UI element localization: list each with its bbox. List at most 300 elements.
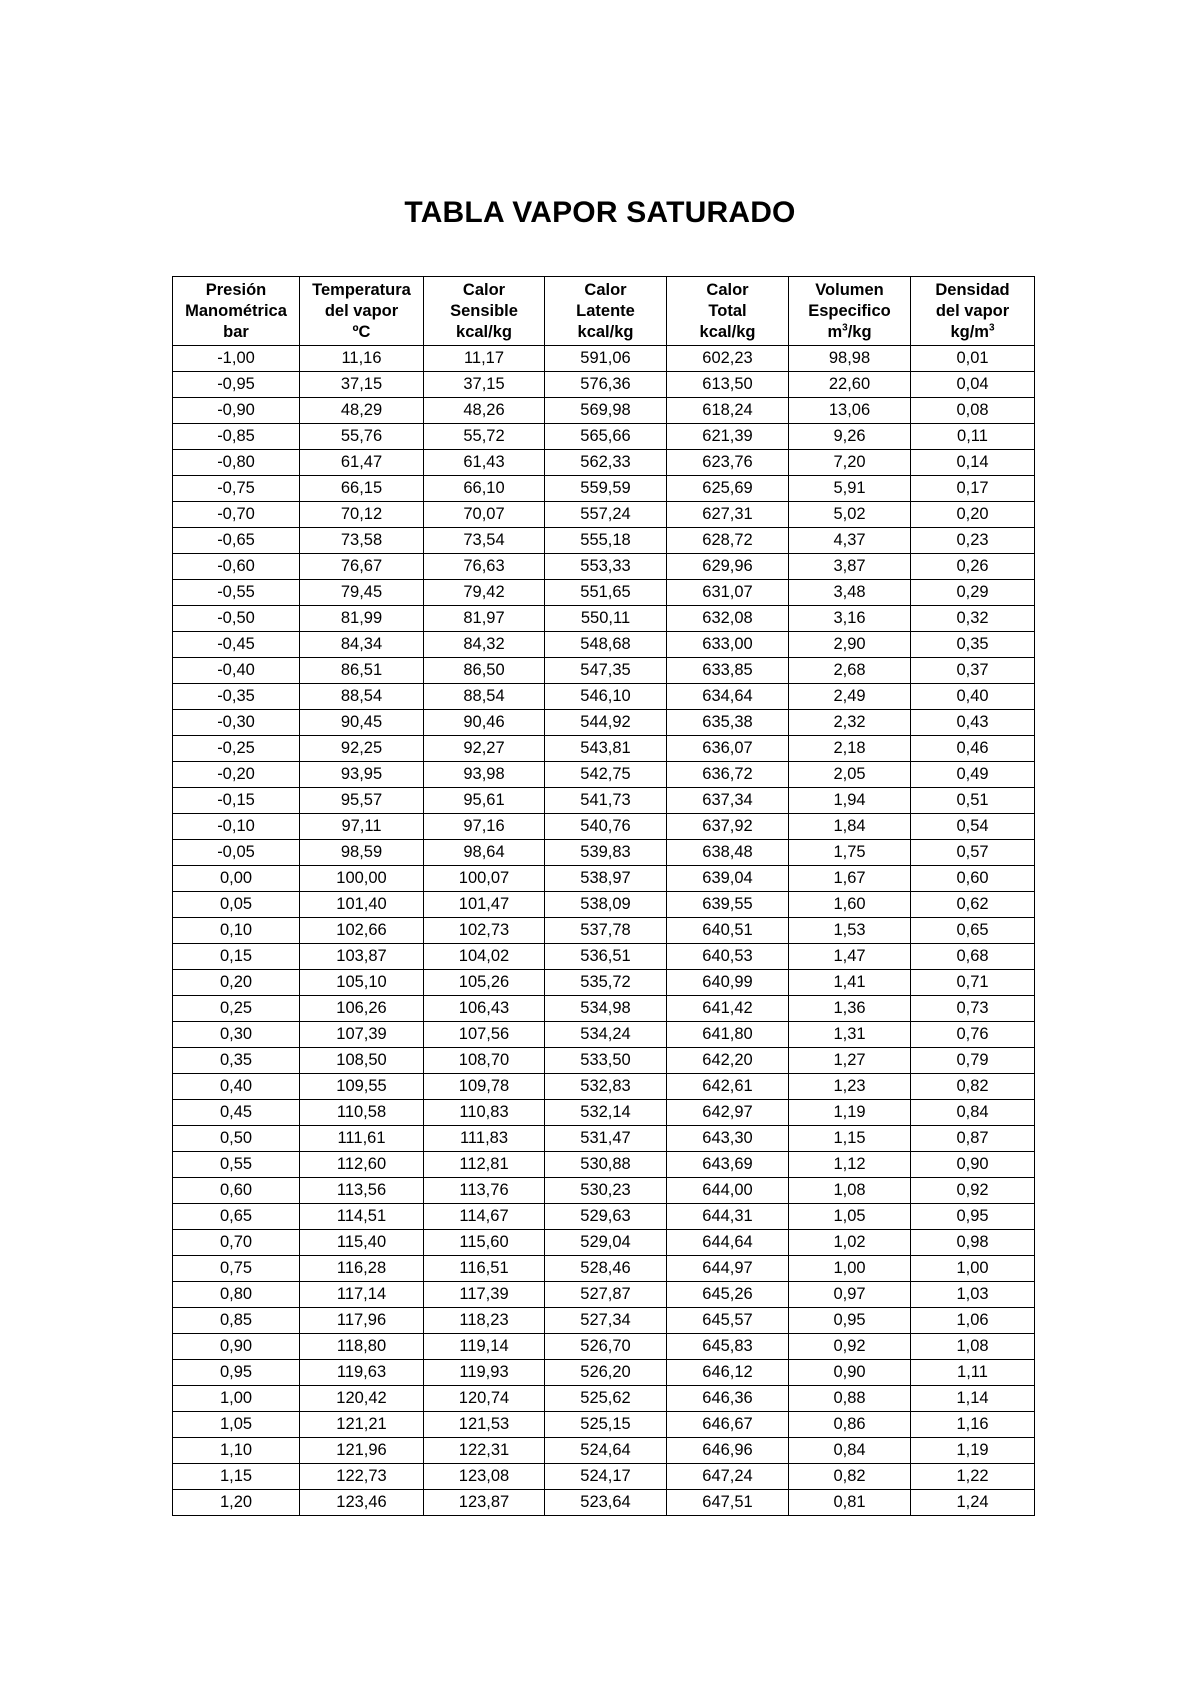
- table-cell: 2,49: [789, 684, 911, 710]
- table-row: [173, 996, 1035, 1022]
- table-row: [173, 1152, 1035, 1178]
- table-cell: 0,29: [911, 580, 1035, 606]
- table-cell: 628,72: [667, 528, 789, 554]
- table-cell: 1,23: [789, 1074, 911, 1100]
- header-calor-latente: [545, 277, 667, 346]
- table-cell: 1,75: [789, 840, 911, 866]
- table-cell: 81,97: [424, 606, 545, 632]
- table-cell: 0,92: [789, 1334, 911, 1360]
- table-cell: 114,67: [424, 1204, 545, 1230]
- table-cell: 97,11: [300, 814, 424, 840]
- header-line: Total: [708, 301, 747, 320]
- header-line: Manométrica: [185, 301, 287, 320]
- table-cell: 640,51: [667, 918, 789, 944]
- table-cell: 122,73: [300, 1464, 424, 1490]
- table-cell: 66,10: [424, 476, 545, 502]
- table-cell: 117,14: [300, 1282, 424, 1308]
- table-cell: 621,39: [667, 424, 789, 450]
- table-cell: 1,31: [789, 1022, 911, 1048]
- table-cell: 523,64: [545, 1490, 667, 1516]
- table-row: [173, 944, 1035, 970]
- table-cell: 109,78: [424, 1074, 545, 1100]
- table-cell: 37,15: [300, 372, 424, 398]
- table-cell: 0,40: [911, 684, 1035, 710]
- table-cell: -0,10: [173, 814, 300, 840]
- header-unit: bar: [223, 322, 249, 341]
- table-cell: 1,16: [911, 1412, 1035, 1438]
- table-cell: 76,63: [424, 554, 545, 580]
- table-cell: 0,25: [173, 996, 300, 1022]
- table-cell: 0,95: [173, 1360, 300, 1386]
- table-cell: 646,12: [667, 1360, 789, 1386]
- table-cell: 108,70: [424, 1048, 545, 1074]
- table-cell: 73,58: [300, 528, 424, 554]
- table-cell: 111,61: [300, 1126, 424, 1152]
- table-cell: 0,05: [173, 892, 300, 918]
- table-cell: 0,75: [173, 1256, 300, 1282]
- table-cell: 646,96: [667, 1438, 789, 1464]
- table-cell: 559,59: [545, 476, 667, 502]
- unit-exponent: 3: [988, 322, 995, 333]
- table-header-row: [173, 277, 1035, 346]
- table-cell: 0,17: [911, 476, 1035, 502]
- table-body: [173, 346, 1035, 1516]
- table-cell: 9,26: [789, 424, 911, 450]
- steam-table: [172, 276, 1035, 1516]
- table-cell: 0,73: [911, 996, 1035, 1022]
- table-cell: 525,15: [545, 1412, 667, 1438]
- table-cell: 646,67: [667, 1412, 789, 1438]
- table-cell: 542,75: [545, 762, 667, 788]
- table-cell: 0,84: [911, 1100, 1035, 1126]
- table-cell: 1,60: [789, 892, 911, 918]
- table-row: [173, 1048, 1035, 1074]
- table-cell: 541,73: [545, 788, 667, 814]
- table-cell: 638,48: [667, 840, 789, 866]
- table-cell: 531,47: [545, 1126, 667, 1152]
- table-cell: 1,02: [789, 1230, 911, 1256]
- table-cell: 115,60: [424, 1230, 545, 1256]
- table-cell: 114,51: [300, 1204, 424, 1230]
- table-cell: 640,99: [667, 970, 789, 996]
- table-cell: 97,16: [424, 814, 545, 840]
- table-cell: 106,43: [424, 996, 545, 1022]
- table-cell: 0,71: [911, 970, 1035, 996]
- table-cell: 105,26: [424, 970, 545, 996]
- header-line: Calor: [706, 280, 749, 299]
- table-cell: 1,08: [789, 1178, 911, 1204]
- table-cell: 70,07: [424, 502, 545, 528]
- table-cell: 86,51: [300, 658, 424, 684]
- table-cell: 530,23: [545, 1178, 667, 1204]
- table-cell: -0,85: [173, 424, 300, 450]
- table-cell: 639,04: [667, 866, 789, 892]
- table-cell: 0,46: [911, 736, 1035, 762]
- header-calor-total: [667, 277, 789, 346]
- table-cell: 527,34: [545, 1308, 667, 1334]
- table-cell: 48,26: [424, 398, 545, 424]
- table-cell: 1,19: [789, 1100, 911, 1126]
- table-cell: 106,26: [300, 996, 424, 1022]
- table-cell: 0,95: [789, 1308, 911, 1334]
- table-cell: 84,32: [424, 632, 545, 658]
- table-cell: 0,26: [911, 554, 1035, 580]
- table-cell: 0,92: [911, 1178, 1035, 1204]
- table-row: [173, 762, 1035, 788]
- table-cell: 107,56: [424, 1022, 545, 1048]
- table-cell: 0,14: [911, 450, 1035, 476]
- table-cell: 0,65: [911, 918, 1035, 944]
- table-cell: 13,06: [789, 398, 911, 424]
- table-cell: 1,14: [911, 1386, 1035, 1412]
- table-cell: 0,45: [173, 1100, 300, 1126]
- table-cell: 546,10: [545, 684, 667, 710]
- table-cell: 637,92: [667, 814, 789, 840]
- table-cell: 553,33: [545, 554, 667, 580]
- table-cell: 123,08: [424, 1464, 545, 1490]
- table-cell: 101,47: [424, 892, 545, 918]
- table-cell: 524,64: [545, 1438, 667, 1464]
- table-cell: 102,73: [424, 918, 545, 944]
- table-cell: 1,00: [173, 1386, 300, 1412]
- table-cell: -1,00: [173, 346, 300, 372]
- table-cell: 569,98: [545, 398, 667, 424]
- table-cell: 101,40: [300, 892, 424, 918]
- table-cell: 3,48: [789, 580, 911, 606]
- table-cell: -0,55: [173, 580, 300, 606]
- table-row: [173, 580, 1035, 606]
- table-row: [173, 1074, 1035, 1100]
- table-cell: -0,70: [173, 502, 300, 528]
- table-row: [173, 372, 1035, 398]
- table-cell: 102,66: [300, 918, 424, 944]
- table-cell: 639,55: [667, 892, 789, 918]
- table-cell: 61,47: [300, 450, 424, 476]
- table-cell: 120,42: [300, 1386, 424, 1412]
- table-cell: 61,43: [424, 450, 545, 476]
- table-cell: 118,23: [424, 1308, 545, 1334]
- table-cell: 0,01: [911, 346, 1035, 372]
- table-cell: 98,98: [789, 346, 911, 372]
- table-cell: 641,42: [667, 996, 789, 1022]
- header-line: Volumen: [815, 280, 884, 299]
- table-cell: 0,40: [173, 1074, 300, 1100]
- table-cell: 117,96: [300, 1308, 424, 1334]
- table-cell: 613,50: [667, 372, 789, 398]
- table-cell: 0,97: [789, 1282, 911, 1308]
- header-temperatura: [300, 277, 424, 346]
- table-cell: 0,35: [173, 1048, 300, 1074]
- table-cell: 642,97: [667, 1100, 789, 1126]
- table-cell: 0,20: [911, 502, 1035, 528]
- table-cell: 55,76: [300, 424, 424, 450]
- table-row: [173, 1126, 1035, 1152]
- table-cell: 2,05: [789, 762, 911, 788]
- table-cell: 557,24: [545, 502, 667, 528]
- table-cell: 0,00: [173, 866, 300, 892]
- table-row: [173, 1282, 1035, 1308]
- table-cell: 95,61: [424, 788, 545, 814]
- table-row: [173, 736, 1035, 762]
- table-cell: 119,93: [424, 1360, 545, 1386]
- header-unit: kcal/kg: [577, 322, 634, 341]
- table-cell: 525,62: [545, 1386, 667, 1412]
- table-row: [173, 892, 1035, 918]
- table-cell: 636,72: [667, 762, 789, 788]
- table-cell: 529,04: [545, 1230, 667, 1256]
- table-cell: -0,45: [173, 632, 300, 658]
- table-cell: 632,08: [667, 606, 789, 632]
- table-cell: 0,50: [173, 1126, 300, 1152]
- table-cell: 591,06: [545, 346, 667, 372]
- header-unit: [911, 322, 1034, 343]
- table-cell: 1,11: [911, 1360, 1035, 1386]
- table-row: [173, 1490, 1035, 1516]
- table-cell: -0,60: [173, 554, 300, 580]
- table-cell: 0,54: [911, 814, 1035, 840]
- table-cell: 1,47: [789, 944, 911, 970]
- table-cell: 0,23: [911, 528, 1035, 554]
- table-cell: 115,40: [300, 1230, 424, 1256]
- table-cell: 119,14: [424, 1334, 545, 1360]
- table-cell: 92,27: [424, 736, 545, 762]
- table-cell: 0,90: [911, 1152, 1035, 1178]
- table-cell: 526,20: [545, 1360, 667, 1386]
- table-cell: 117,39: [424, 1282, 545, 1308]
- table-cell: 547,35: [545, 658, 667, 684]
- header-line: Presión: [205, 280, 267, 299]
- table-cell: -0,05: [173, 840, 300, 866]
- table-cell: 538,09: [545, 892, 667, 918]
- table-cell: 116,51: [424, 1256, 545, 1282]
- table-cell: 3,16: [789, 606, 911, 632]
- table-cell: 623,76: [667, 450, 789, 476]
- table-cell: 1,10: [173, 1438, 300, 1464]
- table-cell: 0,85: [173, 1308, 300, 1334]
- table-row: [173, 1438, 1035, 1464]
- table-cell: 565,66: [545, 424, 667, 450]
- table-cell: -0,75: [173, 476, 300, 502]
- table-cell: 544,92: [545, 710, 667, 736]
- table-cell: 0,49: [911, 762, 1035, 788]
- table-cell: 627,31: [667, 502, 789, 528]
- unit-suffix: /kg: [847, 322, 872, 341]
- table-cell: 645,26: [667, 1282, 789, 1308]
- table-cell: 0,70: [173, 1230, 300, 1256]
- table-cell: 0,87: [911, 1126, 1035, 1152]
- table-row: [173, 658, 1035, 684]
- table-cell: 602,23: [667, 346, 789, 372]
- table-cell: 636,07: [667, 736, 789, 762]
- table-row: [173, 346, 1035, 372]
- table-row: [173, 814, 1035, 840]
- table-cell: 637,34: [667, 788, 789, 814]
- unit-base: kg/m: [950, 322, 989, 341]
- header-line: Especifico: [808, 301, 891, 320]
- table-cell: 530,88: [545, 1152, 667, 1178]
- table-cell: 528,46: [545, 1256, 667, 1282]
- header-unit: kcal/kg: [699, 322, 756, 341]
- table-cell: 1,27: [789, 1048, 911, 1074]
- table-cell: 646,36: [667, 1386, 789, 1412]
- table-cell: 0,84: [789, 1438, 911, 1464]
- table-cell: 0,76: [911, 1022, 1035, 1048]
- table-cell: 121,21: [300, 1412, 424, 1438]
- table-cell: 84,34: [300, 632, 424, 658]
- table-cell: 533,50: [545, 1048, 667, 1074]
- table-cell: 110,83: [424, 1100, 545, 1126]
- table-cell: 0,98: [911, 1230, 1035, 1256]
- table-cell: 103,87: [300, 944, 424, 970]
- table-row: [173, 1360, 1035, 1386]
- table-cell: 1,15: [173, 1464, 300, 1490]
- table-cell: 641,80: [667, 1022, 789, 1048]
- table-row: [173, 1464, 1035, 1490]
- table-cell: 0,90: [789, 1360, 911, 1386]
- table-cell: 1,84: [789, 814, 911, 840]
- table-cell: 11,16: [300, 346, 424, 372]
- header-line: Calor: [462, 280, 506, 299]
- table-cell: 1,36: [789, 996, 911, 1022]
- table-row: [173, 554, 1035, 580]
- table-cell: 644,64: [667, 1230, 789, 1256]
- table-cell: 66,15: [300, 476, 424, 502]
- header-line: Latente: [576, 301, 635, 320]
- table-cell: 4,37: [789, 528, 911, 554]
- table-cell: 550,11: [545, 606, 667, 632]
- table-cell: 645,83: [667, 1334, 789, 1360]
- table-cell: 1,22: [911, 1464, 1035, 1490]
- table-cell: 1,24: [911, 1490, 1035, 1516]
- table-cell: 112,81: [424, 1152, 545, 1178]
- table-cell: 625,69: [667, 476, 789, 502]
- table-cell: 0,15: [173, 944, 300, 970]
- table-cell: 0,43: [911, 710, 1035, 736]
- header-calor-sensible: [424, 277, 545, 346]
- table-cell: -0,30: [173, 710, 300, 736]
- table-cell: 5,02: [789, 502, 911, 528]
- table-cell: 526,70: [545, 1334, 667, 1360]
- table-row: [173, 840, 1035, 866]
- table-cell: 123,87: [424, 1490, 545, 1516]
- table-cell: 90,46: [424, 710, 545, 736]
- unit-base: m: [827, 322, 843, 341]
- table-cell: 640,53: [667, 944, 789, 970]
- table-cell: 0,60: [173, 1178, 300, 1204]
- table-row: [173, 1256, 1035, 1282]
- table-cell: 70,12: [300, 502, 424, 528]
- unit-exponent: 3: [842, 322, 848, 333]
- table-cell: 123,46: [300, 1490, 424, 1516]
- table-row: [173, 1334, 1035, 1360]
- table-cell: 1,67: [789, 866, 911, 892]
- table-cell: 0,62: [911, 892, 1035, 918]
- table-cell: -0,65: [173, 528, 300, 554]
- table-row: [173, 476, 1035, 502]
- table-cell: 100,07: [424, 866, 545, 892]
- table-cell: 537,78: [545, 918, 667, 944]
- table-cell: 539,83: [545, 840, 667, 866]
- header-line: Sensible: [450, 301, 518, 320]
- table-cell: 5,91: [789, 476, 911, 502]
- table-row: [173, 424, 1035, 450]
- table-cell: 37,15: [424, 372, 545, 398]
- table-row: [173, 606, 1035, 632]
- table-cell: -0,25: [173, 736, 300, 762]
- table-cell: 55,72: [424, 424, 545, 450]
- table-cell: 22,60: [789, 372, 911, 398]
- table-cell: 644,31: [667, 1204, 789, 1230]
- table-cell: 11,17: [424, 346, 545, 372]
- header-unit: kcal/kg: [456, 322, 512, 341]
- table-cell: 1,05: [789, 1204, 911, 1230]
- table-cell: 1,15: [789, 1126, 911, 1152]
- table-cell: 2,18: [789, 736, 911, 762]
- table-cell: 95,57: [300, 788, 424, 814]
- table-cell: 90,45: [300, 710, 424, 736]
- table-row: [173, 970, 1035, 996]
- table-row: [173, 684, 1035, 710]
- table-cell: -0,15: [173, 788, 300, 814]
- table-cell: 534,98: [545, 996, 667, 1022]
- table-cell: 98,59: [300, 840, 424, 866]
- table-cell: 0,68: [911, 944, 1035, 970]
- table-cell: 110,58: [300, 1100, 424, 1126]
- table-cell: 0,82: [911, 1074, 1035, 1100]
- table-cell: 121,96: [300, 1438, 424, 1464]
- table-cell: 0,79: [911, 1048, 1035, 1074]
- table-cell: 116,28: [300, 1256, 424, 1282]
- table-cell: 643,69: [667, 1152, 789, 1178]
- table-row: [173, 1308, 1035, 1334]
- table-cell: 88,54: [300, 684, 424, 710]
- table-cell: 540,76: [545, 814, 667, 840]
- steam-table-container: [172, 276, 1034, 1516]
- table-cell: 633,85: [667, 658, 789, 684]
- table-cell: 576,36: [545, 372, 667, 398]
- table-cell: 7,20: [789, 450, 911, 476]
- table-cell: 618,24: [667, 398, 789, 424]
- table-cell: -0,80: [173, 450, 300, 476]
- table-cell: 0,82: [789, 1464, 911, 1490]
- table-cell: 0,88: [789, 1386, 911, 1412]
- table-cell: 0,10: [173, 918, 300, 944]
- table-cell: -0,50: [173, 606, 300, 632]
- table-row: [173, 1204, 1035, 1230]
- table-cell: 111,83: [424, 1126, 545, 1152]
- table-cell: 529,63: [545, 1204, 667, 1230]
- table-row: [173, 1230, 1035, 1256]
- table-cell: 642,20: [667, 1048, 789, 1074]
- table-row: [173, 450, 1035, 476]
- table-cell: 647,51: [667, 1490, 789, 1516]
- table-cell: 88,54: [424, 684, 545, 710]
- table-cell: 93,98: [424, 762, 545, 788]
- table-cell: 562,33: [545, 450, 667, 476]
- table-cell: 93,95: [300, 762, 424, 788]
- table-cell: 1,53: [789, 918, 911, 944]
- table-cell: 1,03: [911, 1282, 1035, 1308]
- table-cell: 631,07: [667, 580, 789, 606]
- table-cell: 0,81: [789, 1490, 911, 1516]
- table-cell: 0,11: [911, 424, 1035, 450]
- table-cell: 634,64: [667, 684, 789, 710]
- table-cell: 0,55: [173, 1152, 300, 1178]
- table-cell: 48,29: [300, 398, 424, 424]
- table-cell: 1,20: [173, 1490, 300, 1516]
- table-cell: 0,80: [173, 1282, 300, 1308]
- table-row: [173, 1412, 1035, 1438]
